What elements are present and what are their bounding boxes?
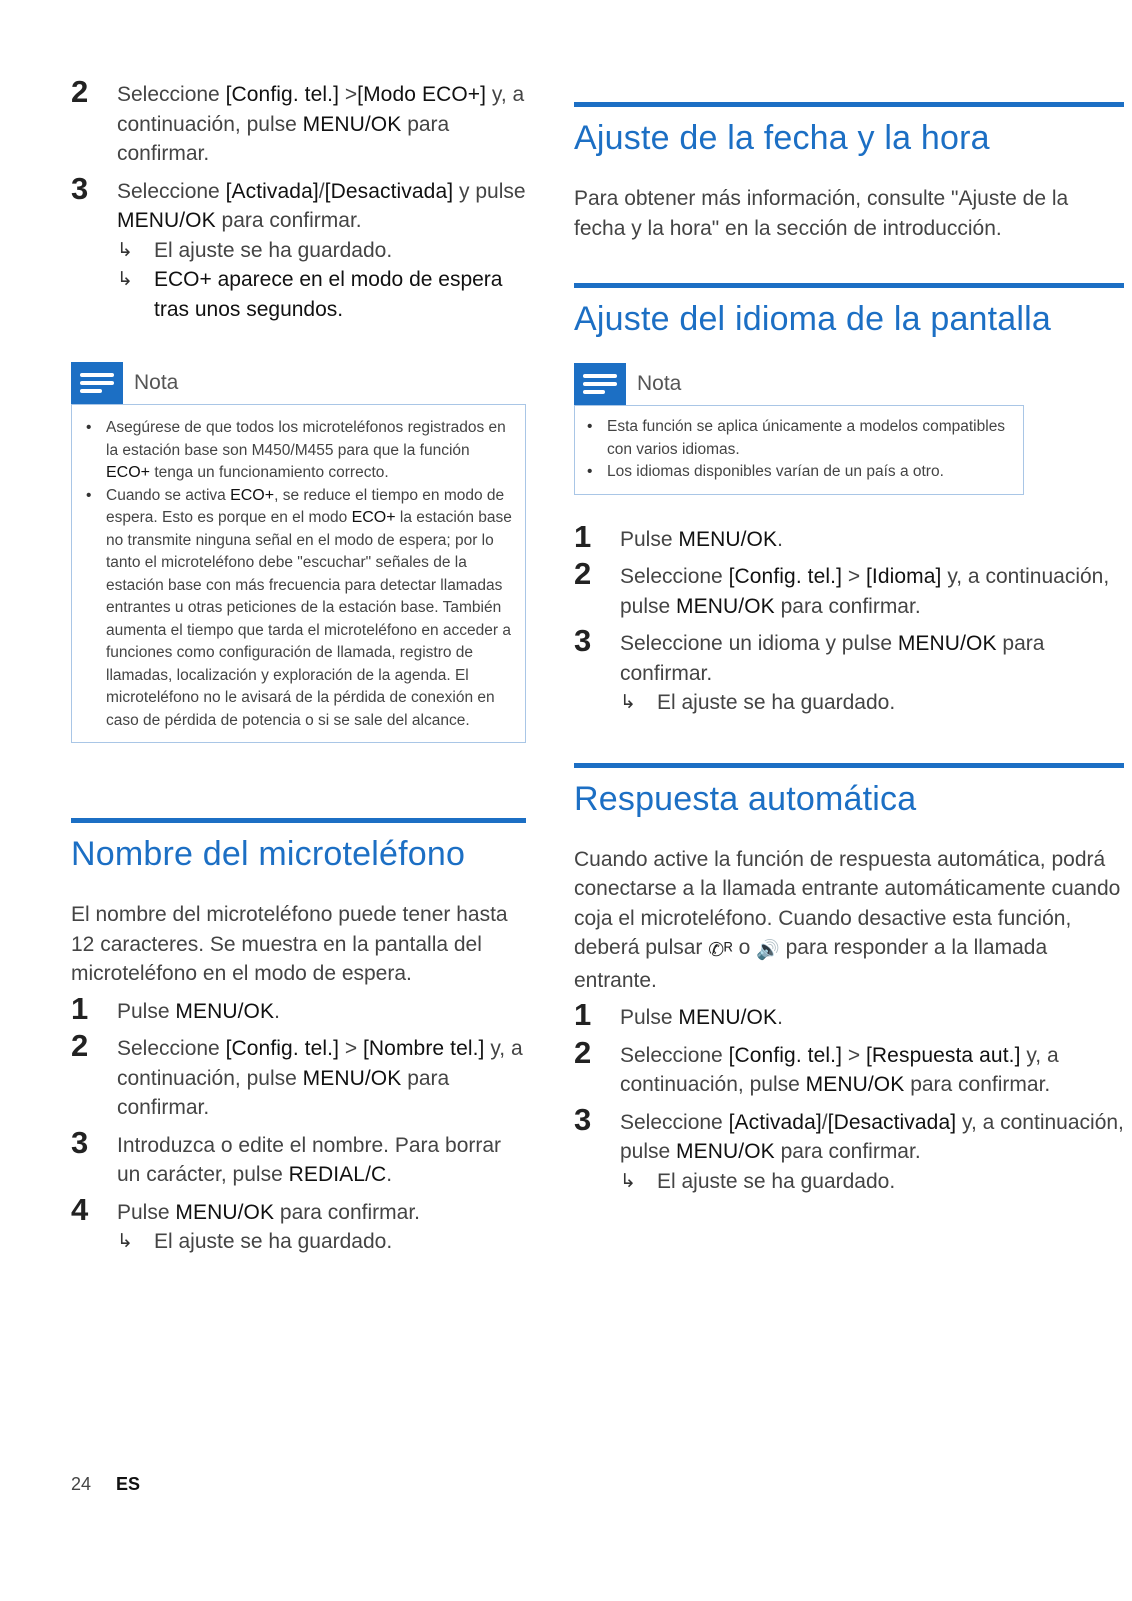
right-column: [574, 102, 1124, 1204]
step-item: [574, 1034, 1124, 1100]
section-intro: El nombre del microteléfono puede tener hasta 12 caracteres. Se muestra en la pantalla del microteléfono en el modo de espera.: [71, 903, 508, 985]
step-result: [117, 1227, 526, 1257]
step-text: Seleccione un idioma y pulse MENU/OK para confirmar.: [620, 632, 1045, 685]
page-footer: [71, 1474, 140, 1495]
step-item: [71, 1124, 526, 1190]
note-item: • Los idiomas disponibles varían de un país a otro.: [587, 461, 1015, 484]
key-term: [Activada]: [225, 179, 319, 203]
step-text: Pulse MENU/OK.: [620, 527, 783, 551]
key-term: [Desactivada]: [324, 179, 454, 203]
step-text: Pulse MENU/OK.: [117, 999, 280, 1023]
language-note: [574, 363, 1024, 495]
key-term: MENU/OK: [678, 1006, 778, 1029]
key-term: MENU/OK: [117, 209, 216, 232]
step-item: [574, 1101, 1124, 1197]
key-term: MENU/OK: [897, 632, 997, 655]
speaker-icon: 🔊: [756, 940, 780, 961]
step-result: [117, 236, 526, 266]
key-term: MENU/OK: [175, 1200, 275, 1224]
result-arrow-icon: ↳: [620, 1170, 636, 1192]
eco-steps: [71, 74, 526, 324]
auto-steps: [574, 997, 1124, 1196]
step-item: [574, 518, 1124, 555]
key-term: [Config. tel.]: [225, 83, 340, 106]
step-number: 3: [574, 623, 592, 658]
key-term: [Config. tel.]: [728, 1043, 843, 1067]
language-code: ES: [116, 1474, 141, 1494]
key-term: ECO+: [351, 509, 396, 526]
key-term: [Activada]: [728, 1110, 822, 1134]
step-number: 1: [574, 518, 592, 554]
result-text: El ajuste se ha guardado.: [657, 691, 896, 714]
step-result: [117, 265, 526, 324]
note-label: Nota: [134, 371, 179, 394]
page-number: 24: [71, 1474, 92, 1494]
section-header-date: [574, 102, 1124, 158]
section-header-auto: [574, 763, 1124, 819]
key-term: [Respuesta aut.]: [865, 1043, 1021, 1067]
note-item: • Asegúrese de que todos los microteléfonos registrados en la estación base son M450/M455 para que la función ECO+ tenga un funcionamiento correcto.: [86, 417, 517, 485]
step-text: Seleccione [Config. tel.] > [Respuesta aut.] y, a continuación, pulse MENU/OK para confirmar.: [620, 1043, 1059, 1096]
step-item: [71, 1191, 526, 1257]
step-text: Seleccione [Config. tel.] > [Idioma] y, a continuación, pulse MENU/OK para confirmar.: [620, 565, 1110, 618]
key-term: MENU/OK: [805, 1073, 905, 1096]
step-number: 1: [71, 990, 89, 1026]
note-box: [71, 404, 526, 743]
key-term: [Config. tel.]: [225, 1037, 340, 1060]
step-number: 3: [71, 1124, 89, 1160]
result-arrow-icon: ↳: [117, 269, 133, 290]
key-term: REDIAL/C: [288, 1163, 387, 1186]
step-number: 2: [71, 74, 89, 109]
note-icon: [71, 362, 123, 404]
step-text: Seleccione [Activada]/[Desactivada] y, a continuación, pulse MENU/OK para confirmar.: [620, 1110, 1124, 1163]
key-term: MENU/OK: [678, 527, 778, 551]
result-text: ECO+ aparece en el modo de espera tras unos segundos.: [154, 268, 503, 321]
key-term: MENU/OK: [302, 112, 402, 136]
result-text: El ajuste se ha guardado.: [657, 1169, 896, 1193]
step-number: 2: [574, 556, 592, 591]
step-text: Introduzca o edite el nombre. Para borrar un carácter, pulse REDIAL/C.: [117, 1133, 502, 1186]
result-arrow-icon: ↳: [117, 239, 133, 261]
step-number: 3: [574, 1101, 592, 1137]
note-box: [574, 405, 1024, 495]
section-title: Ajuste de la fecha y la hora: [574, 119, 990, 157]
step-number: 2: [574, 1034, 592, 1070]
section-header-name: [71, 818, 526, 874]
key-term: [Nombre tel.]: [362, 1037, 485, 1060]
section-header-language: [574, 283, 1124, 339]
language-steps: [574, 518, 1124, 718]
section-intro: Cuando active la función de respuesta automática, podrá conectarse a la llamada entrante automáticamente cuando coja el microteléfono. Cuando desactive esta función, deberá pulsar ✆ᴿ o 🔊 para responder a la llamada entrante.: [574, 847, 1121, 992]
result-arrow-icon: ↳: [117, 1231, 133, 1252]
result-text: El ajuste se ha guardado.: [154, 238, 393, 262]
step-text: Seleccione [Config. tel.] > [Nombre tel.] y, a continuación, pulse MENU/OK para confirmar.: [117, 1037, 523, 1119]
key-term: [Config. tel.]: [728, 565, 843, 588]
step-item: [71, 74, 526, 169]
step-item: [574, 997, 1124, 1033]
note-item: • Esta función se aplica únicamente a modelos compatibles con varios idiomas.: [587, 416, 1015, 461]
key-term: [Modo ECO+]: [357, 83, 487, 106]
key-term: ECO+: [230, 486, 275, 504]
key-term: MENU/OK: [302, 1066, 402, 1090]
key-term: MENU/OK: [676, 594, 775, 618]
step-number: 4: [71, 1191, 89, 1227]
step-item: [71, 170, 526, 325]
step-number: 3: [71, 170, 89, 206]
section-title: Nombre del microteléfono: [71, 835, 466, 873]
key-term: [Desactivada]: [827, 1110, 957, 1134]
step-item: [71, 1028, 526, 1123]
step-item: [71, 990, 526, 1027]
key-term: MENU/OK: [175, 999, 275, 1023]
section-intro: Para obtener más información, consulte "Ajuste de la fecha y la hora" en la sección de introducción.: [574, 187, 1069, 240]
result-arrow-icon: ↳: [620, 692, 636, 713]
result-text: El ajuste se ha guardado.: [154, 1230, 393, 1253]
key-term: MENU/OK: [676, 1140, 775, 1163]
step-number: 2: [71, 1028, 89, 1063]
note-label: Nota: [637, 372, 682, 395]
section-title: Respuesta automática: [574, 779, 917, 818]
note-item: • Cuando se activa ECO+, se reduce el tiempo en modo de espera. Esto es porque en el modo ECO+ la estación base no transmite ninguna señal en el modo de espera; por lo tanto el microteléfono debe "escuchar" señales de la estación base con más frecuencia para detectar llamadas entrantes u otras peticiones de la estación base. También aumenta el tiempo que tarda el microteléfono en acceder a funciones como configuración de llamada, registro de llamadas, localización y exploración de la agenda. El microteléfono no le avisará de la pérdida de conexión en caso de pérdida de potencia o si se sale del alcance.: [86, 485, 517, 733]
key-term: ECO+: [106, 464, 151, 481]
step-text: Pulse MENU/OK.: [620, 1006, 783, 1029]
key-term: [Idioma]: [865, 565, 942, 588]
phone-talk-icon: ✆ᴿ: [708, 940, 733, 961]
step-text: Seleccione [Activada]/[Desactivada] y pulse MENU/OK para confirmar.: [117, 179, 526, 232]
step-text: Pulse MENU/OK para confirmar.: [117, 1200, 420, 1224]
step-item: [574, 623, 1124, 718]
step-item: [574, 556, 1124, 621]
section-title: Ajuste del idioma de la pantalla: [574, 300, 1052, 338]
left-column: [71, 74, 526, 1265]
step-number: 1: [574, 997, 592, 1032]
step-result: [620, 688, 1124, 718]
name-steps: [71, 990, 526, 1257]
step-result: [620, 1167, 1124, 1197]
note-icon: [574, 363, 626, 405]
step-text: Seleccione [Config. tel.] >[Modo ECO+] y, a continuación, pulse MENU/OK para confirmar.: [117, 83, 525, 165]
eco-note: [71, 362, 526, 743]
